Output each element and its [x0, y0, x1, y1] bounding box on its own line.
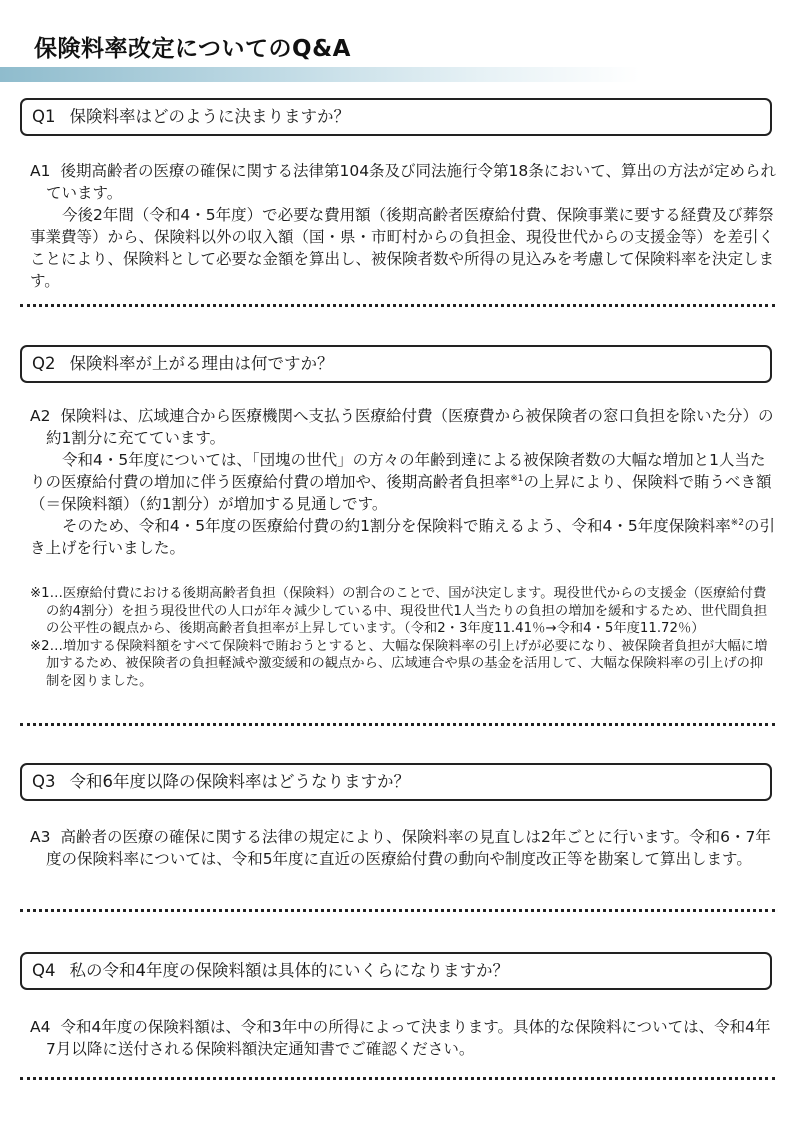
answer-paragraph — [30, 826, 778, 870]
question-number: Q4 — [32, 961, 56, 980]
answer-a3 — [30, 826, 778, 870]
dotted-divider — [20, 909, 775, 912]
answer-text: の上昇により、保険料で賄うべき額（＝保険料額）（約1割分）が増加する見通しです。 — [30, 473, 772, 513]
dotted-divider — [20, 304, 775, 307]
page-title: 保険料率改定についてのQ&A — [34, 36, 351, 62]
answer-paragraph — [30, 515, 778, 559]
answer-text: 令和4年度の保険料額は、令和3年中の所得によって決まります。具体的な保険料については、令和4年7月以降に送付される保険料額決定通知書でご確認ください。 — [46, 1018, 771, 1058]
answer-paragraph: 今後2年間（令和4・5年度）で必要な費用額（後期高齢者医療給付費、保険事業に要する経費及び葬祭事業費等）から、保険料以外の収入額（国・県・市町村からの負担金、現役世代からの支援金等）を差引くことにより、保険料として必要な金額を算出し、被保険者数や所得の見込みを考慮して保険料率を決定します。 — [30, 206, 775, 290]
answer-text: そのため、令和4・5年度の医療給付費の約1割分を保険料で賄えるよう、令和4・5年度保険料率 — [62, 517, 731, 535]
answer-label: A1 — [30, 162, 51, 180]
question-box-q2 — [20, 345, 772, 383]
question-text: 保険料率が上がる理由は何ですか？ — [69, 354, 334, 373]
answer-text: 後期高齢者の医療の確保に関する法律第104条及び同法施行令第18条において、算出の方法が定められています。 — [46, 162, 776, 202]
answer-paragraph — [30, 160, 778, 204]
answer-paragraph — [30, 1016, 778, 1060]
footnote-ref: ※2 — [730, 517, 744, 528]
question-text: 保険料率はどのように決まりますか？ — [69, 107, 350, 126]
question-number: Q2 — [32, 354, 56, 373]
answer-a4 — [30, 1016, 778, 1060]
question-box-q3 — [20, 763, 772, 801]
question-box-q1 — [20, 98, 772, 136]
answer-a1 — [30, 160, 778, 292]
question-number: Q3 — [32, 772, 56, 791]
answer-text: 保険料は、広域連合から医療機関へ支払う医療給付費（医療費から被保険者の窓口負担を除いた分）の約1割分に充てています。 — [46, 407, 774, 447]
question-box-q4 — [20, 952, 772, 990]
answer-label: A2 — [30, 407, 51, 425]
footnote-ref: ※1 — [510, 473, 524, 484]
answer-text: 令和4・5年度については、「団塊の世代」の方々の年齢到達による被保険者数の大幅な増加と1人当たりの医療給付費の増加に伴う医療給付費の増加や、後期高齢者負担率 — [30, 451, 766, 491]
footnote-1: ※1…医療給付費における後期高齢者負担（保険料）の割合のことで、国が決定します。現役世代からの支援金（医療給付費の約4割分）を担う現役世代の人口が年々減少している中、現役世代1人当たりの負担の増加を緩和するため、世代間負担の公平性の観点から、後期高齢者負担率が上昇しています。（令和2・3年度11.41％→令和4・5年度11.72％） — [30, 586, 768, 636]
answer-a2 — [30, 405, 778, 559]
dotted-divider — [20, 1077, 775, 1080]
question-number: Q1 — [32, 107, 56, 126]
footnote-2: ※2…増加する保険料額をすべて保険料で賄おうとすると、大幅な保険料率の引上げが必要になり、被保険者負担が大幅に増加するため、被保険者の負担軽減や激変緩和の観点から、広域連合や県の基金を活用して、大幅な保険料率の引上げの抑制を図りました。 — [30, 638, 768, 689]
answer-label: A3 — [30, 828, 51, 846]
question-text: 令和6年度以降の保険料率はどうなりますか？ — [69, 772, 410, 791]
footnotes — [30, 585, 774, 690]
question-text: 私の令和4年度の保険料額は具体的にいくらになりますか？ — [69, 961, 509, 980]
answer-text: 高齢者の医療の確保に関する法律の規定により、保険料率の見直しは2年ごとに行います。令和6・7年度の保険料率については、令和5年度に直近の医療給付費の動向や制度改正等を勘案して算出します。 — [46, 828, 771, 868]
answer-text: の引き上げを行いました。 — [30, 517, 775, 557]
answer-paragraph — [30, 449, 778, 515]
answer-paragraph — [30, 405, 778, 449]
dotted-divider — [20, 723, 775, 726]
answer-label: A4 — [30, 1018, 51, 1036]
title-gradient-bar — [0, 67, 640, 82]
